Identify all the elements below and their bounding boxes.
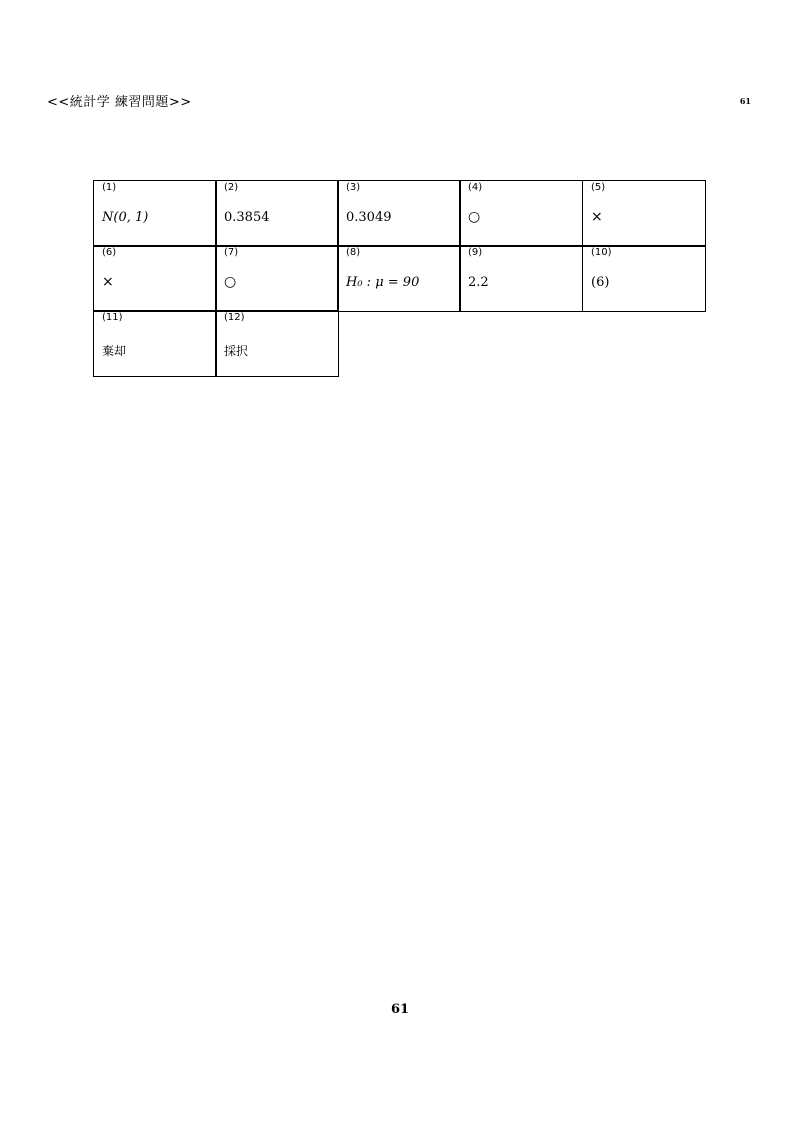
question-number: (10) — [591, 247, 612, 258]
answer-value: (6) — [591, 275, 610, 290]
circle-mark: ○ — [468, 209, 481, 225]
answer-cell-8 — [337, 245, 461, 312]
answer-cell-7 — [215, 245, 339, 312]
header-page-number: 61 — [739, 96, 751, 106]
cross-mark: × — [102, 274, 114, 290]
answer-cell-12 — [215, 310, 339, 377]
question-number: (1) — [102, 182, 117, 193]
question-number: (9) — [468, 247, 483, 258]
answer-value: 2.2 — [468, 275, 489, 290]
answer-table — [93, 180, 707, 378]
answer-cell-3 — [337, 180, 461, 247]
question-number: (12) — [224, 312, 245, 323]
answer-value: 棄却 — [102, 344, 127, 358]
question-number: (4) — [468, 182, 483, 193]
cross-mark: × — [591, 209, 603, 225]
answer-cell-11 — [93, 310, 217, 377]
circle-mark: ○ — [224, 274, 237, 290]
answer-cell-10 — [582, 245, 706, 312]
answer-cell-2 — [215, 180, 339, 247]
question-number: (2) — [224, 182, 239, 193]
answer-cell-5 — [582, 180, 706, 247]
question-number: (7) — [224, 247, 239, 258]
question-number: (8) — [346, 247, 361, 258]
answer-cell-9 — [459, 245, 583, 312]
footer-page-number: 61 — [390, 1002, 410, 1017]
question-number: (3) — [346, 182, 361, 193]
page-header-title: <<統計学 練習問題>> — [47, 95, 192, 110]
question-number: (11) — [102, 312, 123, 323]
question-number: (5) — [591, 182, 606, 193]
answer-value: 採択 — [224, 344, 249, 358]
answer-cell-1 — [93, 180, 217, 247]
answer-value: 0.3049 — [346, 210, 392, 225]
answer-value: N(0, 1) — [102, 210, 149, 225]
answer-cell-6 — [93, 245, 217, 312]
question-number: (6) — [102, 247, 117, 258]
answer-value: H₀ : μ = 90 — [346, 275, 420, 290]
answer-value: 0.3854 — [224, 210, 270, 225]
answer-cell-4 — [459, 180, 583, 247]
